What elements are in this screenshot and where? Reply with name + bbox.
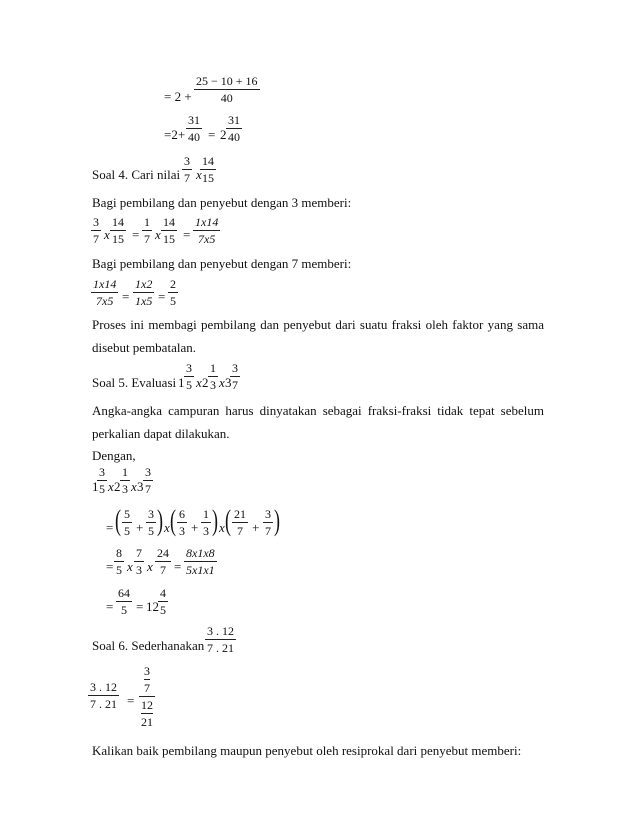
eq6-paren-open-1: ( (115, 504, 121, 537)
eq6-paren-close-3: ) (274, 504, 280, 537)
eq5-times-1: x (108, 479, 114, 494)
eq6-paren-open-3: ( (225, 504, 231, 537)
eq4-fraction-2: 1x2 1x5 (135, 277, 153, 308)
eq6-paren-open-2: ( (170, 504, 176, 537)
eq7-fraction-1: 8 5 (116, 546, 122, 577)
text-bagi-3: Bagi pembilang dan penyebut dengan 3 memberi: (92, 195, 352, 210)
eq4-fraction-1: 1x14 7x5 (93, 277, 117, 308)
eq7-fraction-4: 8x1x8 5x1x1 (186, 546, 215, 577)
eq6-plus-2: + (191, 520, 199, 535)
eq4-equals-2: = (158, 289, 166, 304)
eq6-fraction-b2: 1 3 (203, 507, 209, 538)
eq3-fraction-3: 1 7 (144, 215, 150, 246)
eq4-fraction-3: 2 5 (170, 277, 176, 308)
soal5-fraction-2: 1 3 (210, 361, 216, 392)
eq9-top-fraction: 3 7 (144, 664, 150, 695)
eq3-fraction-1: 3 7 (93, 215, 99, 246)
soal4-fraction-a: 3 7 (184, 154, 190, 185)
soal4-fraction-b: 14 15 (202, 154, 214, 185)
eq2-equals: = (208, 127, 216, 142)
eq5-fraction-3: 3 7 (145, 465, 151, 496)
eq6-fraction-c2: 3 7 (265, 507, 271, 538)
eq3-fraction-2: 14 15 (112, 215, 124, 246)
soal5-whole-2: 2 (202, 375, 209, 390)
eq3-times-1: x (104, 227, 110, 242)
soal6-label: Soal 6. Sederhanakan (92, 638, 205, 653)
eq6-fraction-c1: 21 7 (234, 507, 246, 538)
eq7-fraction-3: 24 7 (157, 546, 169, 577)
eq1-fraction (194, 75, 260, 104)
eq5-fraction-1: 3 5 (99, 465, 105, 496)
eq6-plus-3: + (252, 520, 260, 535)
eq6-fraction-b1: 6 3 (179, 507, 185, 538)
eq3-times-2: x (155, 227, 161, 242)
eq7-times-2: x (147, 559, 153, 574)
eq6-times-1: x (164, 520, 170, 535)
eq6-plus-1: + (136, 520, 144, 535)
eq2-fraction: 31 40 (188, 113, 200, 144)
eq6-times-2: x (219, 520, 225, 535)
text-dengan: Dengan, (92, 448, 136, 463)
eq3-fraction-5: 1x14 7x5 (195, 215, 219, 246)
eq8-equals-2: = (136, 599, 144, 614)
eq1-numerator: 25 − 10 + 16 (196, 74, 258, 88)
soal5-times-1: x (196, 375, 202, 390)
eq9-left-fraction: 3 . 12 7 . 21 (90, 680, 117, 711)
eq6-paren-close-2: ) (212, 504, 218, 537)
soal6-fraction: 3 . 12 7 . 21 (207, 624, 234, 655)
eq8-equals-1: = (106, 599, 114, 614)
eq6-equals: = (106, 520, 114, 535)
eq1-prefix: = 2 + (164, 89, 192, 104)
paragraph-pembatalan-line1: Proses ini membagi pembilang dan penyebut dari suatu fraksi oleh faktor yang sama (92, 317, 544, 332)
soal5-fraction-1: 3 5 (186, 361, 192, 392)
eq7-times-1: x (127, 559, 133, 574)
soal5-label: Soal 5. Evaluasi (92, 375, 177, 390)
eq1-denominator: 40 (220, 91, 233, 105)
eq8-whole: 12 (146, 599, 159, 614)
eq7-equals-2: = (174, 559, 182, 574)
eq9-equals: = (127, 693, 135, 708)
eq8-fraction-1: 64 5 (118, 586, 130, 617)
paragraph-angka-line2: perkalian dapat dilakukan. (92, 426, 230, 441)
eq7-fraction-2: 7 3 (136, 546, 142, 577)
soal5-whole-3: 3 (225, 375, 232, 390)
soal4-times: x (196, 167, 202, 182)
eq3-equals-2: = (183, 227, 191, 242)
soal4-label: Soal 4. Cari nilai (92, 167, 181, 182)
eq5-whole-1: 1 (92, 479, 99, 494)
text-kalikan: Kalikan baik pembilang maupun penyebut oleh resiprokal dari penyebut memberi: (92, 743, 522, 758)
paragraph-pembatalan-line2: disebut pembatalan. (92, 340, 196, 355)
eq5-whole-3: 3 (137, 479, 144, 494)
eq5-times-2: x (131, 479, 137, 494)
soal5-fraction-3: 3 7 (232, 361, 238, 392)
text-bagi-7: Bagi pembilang dan penyebut dengan 7 memberi: (92, 256, 352, 271)
eq8-fraction-2: 4 5 (160, 586, 166, 617)
eq2-fraction-2: 31 40 (228, 113, 240, 144)
eq3-equals-1: = (132, 227, 140, 242)
eq7-equals-1: = (106, 559, 114, 574)
eq9-complex-fraction (139, 665, 155, 728)
paragraph-angka-line1: Angka-angka campuran harus dinyatakan sebagai fraksi-fraksi tidak tepat sebelum (92, 403, 544, 418)
soal5-times-2: x (219, 375, 225, 390)
soal5-whole-1: 1 (178, 375, 185, 390)
eq6-paren-close-1: ) (157, 504, 163, 537)
eq9-bottom-fraction: 12 21 (141, 698, 153, 729)
eq5-fraction-2: 1 3 (122, 465, 128, 496)
eq6-fraction-a1: 5 5 (124, 507, 130, 538)
eq2-whole: 2 (220, 127, 227, 142)
eq5-whole-2: 2 (114, 479, 121, 494)
eq4-equals-1: = (122, 289, 130, 304)
eq3-fraction-4: 14 15 (163, 215, 175, 246)
eq6-fraction-a2: 3 5 (148, 507, 154, 538)
eq2-prefix: =2+ (164, 127, 186, 142)
